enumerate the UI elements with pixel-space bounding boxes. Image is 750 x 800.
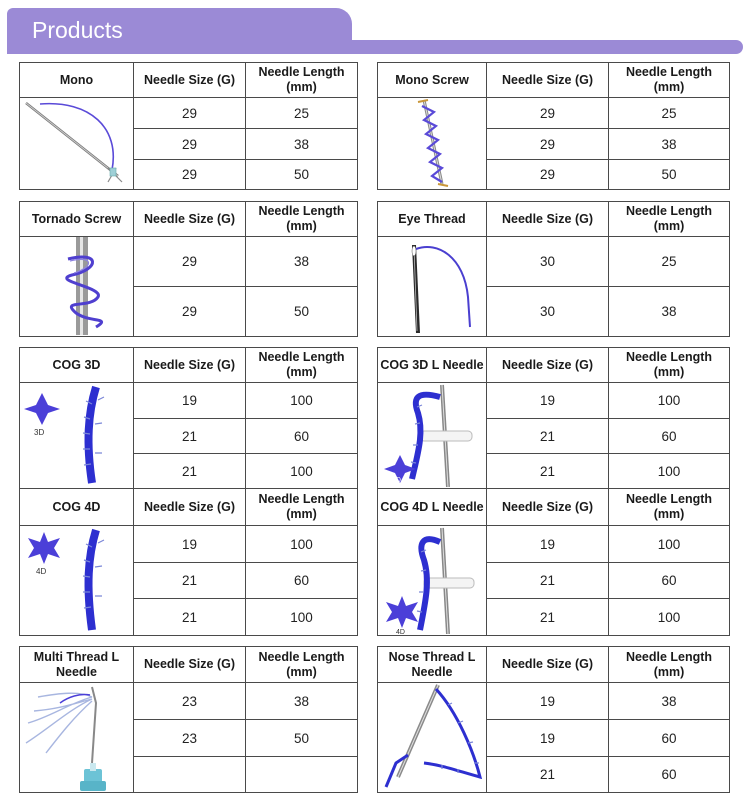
needle-size-header: Needle Size (G) — [487, 647, 609, 683]
product-table-nose-thread — [377, 646, 730, 793]
needle-length-value: 100 — [609, 599, 730, 636]
needle-size-value: 21 — [487, 454, 609, 489]
needle-length-header: Needle Length (mm) — [609, 489, 730, 526]
needle-length-value: 50 — [246, 720, 358, 757]
product-name: Nose Thread L Needle — [378, 647, 487, 683]
needle-size-value: 23 — [134, 683, 246, 720]
needle-size-header: Needle Size (G) — [487, 63, 609, 98]
cog-badge-3d: 3D — [34, 428, 45, 437]
needle-length-header: Needle Length (mm) — [609, 63, 730, 98]
eye-thread-icon — [378, 237, 486, 335]
needle-size-header: Needle Size (G) — [134, 63, 246, 98]
needle-size-value: 19 — [134, 383, 246, 419]
product-name: Eye Thread — [378, 202, 487, 237]
needle-size-value: 29 — [487, 160, 609, 190]
needle-size-header: Needle Size (G) — [487, 202, 609, 237]
needle-size-header: Needle Size (G) — [487, 348, 609, 383]
needle-length-value — [246, 757, 358, 793]
needle-size-header: Needle Size (G) — [134, 647, 246, 683]
needle-size-value: 19 — [487, 383, 609, 419]
needle-size-value: 19 — [487, 683, 609, 720]
needle-length-value: 60 — [609, 563, 730, 599]
needle-length-header: Needle Length (mm) — [246, 647, 358, 683]
product-name: Mono — [20, 63, 134, 98]
multi-thread-l-needle-icon — [20, 683, 132, 791]
needle-size-header: Needle Size (G) — [487, 489, 609, 526]
needle-length-value: 25 — [609, 237, 730, 287]
needle-size-value: 30 — [487, 287, 609, 337]
product-image — [378, 98, 487, 190]
needle-size-value: 19 — [487, 526, 609, 563]
needle-size-value: 30 — [487, 237, 609, 287]
product-name: COG 4D — [20, 489, 134, 526]
cog-4d-thread-icon — [20, 526, 132, 634]
needle-size-value: 29 — [134, 237, 246, 287]
product-name: Mono Screw — [378, 63, 487, 98]
needle-size-value: 21 — [487, 757, 609, 793]
product-name: COG 3D — [20, 348, 134, 383]
needle-length-value: 100 — [246, 526, 358, 563]
needle-size-value: 21 — [134, 454, 246, 489]
needle-length-value: 38 — [609, 683, 730, 720]
needle-length-value: 25 — [609, 98, 730, 129]
product-image — [378, 237, 487, 337]
needle-length-header: Needle Length (mm) — [609, 647, 730, 683]
tornado-screw-thread-icon — [20, 237, 132, 335]
needle-size-value: 19 — [134, 526, 246, 563]
needle-size-value: 29 — [134, 98, 246, 129]
needle-length-value: 50 — [246, 287, 358, 337]
needle-size-value: 29 — [134, 287, 246, 337]
product-image — [20, 98, 134, 190]
needle-length-value: 100 — [246, 599, 358, 636]
needle-size-value: 29 — [134, 160, 246, 190]
product-name: COG 3D L Needle — [378, 348, 487, 383]
page-title: Products — [32, 17, 123, 43]
needle-length-value: 38 — [246, 237, 358, 287]
needle-size-value: 29 — [134, 129, 246, 160]
needle-length-value: 60 — [609, 419, 730, 454]
product-image — [378, 526, 487, 636]
cog-badge-4d: 4D — [396, 629, 405, 634]
needle-size-value: 23 — [134, 720, 246, 757]
needle-size-value: 21 — [134, 419, 246, 454]
product-image — [20, 383, 134, 489]
needle-length-value: 38 — [609, 287, 730, 337]
needle-size-value: 21 — [487, 419, 609, 454]
needle-length-value: 100 — [609, 454, 730, 489]
product-image — [378, 383, 487, 489]
needle-length-header: Needle Length (mm) — [246, 63, 358, 98]
product-name: Tornado Screw — [20, 202, 134, 237]
needle-length-value: 60 — [246, 419, 358, 454]
product-table-multi-thread — [19, 646, 358, 793]
needle-length-value: 100 — [246, 383, 358, 419]
needle-size-value: 29 — [487, 129, 609, 160]
needle-length-header: Needle Length (mm) — [246, 489, 358, 526]
needle-size-value — [134, 757, 246, 793]
needle-size-value: 29 — [487, 98, 609, 129]
cog-4d-l-needle-icon — [378, 526, 486, 634]
mono-thread-icon — [20, 98, 132, 188]
needle-length-value: 60 — [609, 757, 730, 793]
cog-badge-4d: 4D — [36, 567, 47, 576]
needle-length-value: 38 — [609, 129, 730, 160]
needle-size-value: 21 — [487, 563, 609, 599]
product-table-cog-3d-4d — [19, 347, 358, 636]
cog-3d-thread-icon — [20, 383, 132, 487]
needle-length-value: 100 — [609, 526, 730, 563]
product-image — [20, 526, 134, 636]
product-image — [20, 683, 134, 793]
needle-size-header: Needle Size (G) — [134, 202, 246, 237]
product-image — [378, 683, 487, 793]
product-table-mono — [19, 62, 358, 190]
cog-3d-l-needle-icon — [378, 383, 486, 487]
product-name: Multi Thread L Needle — [20, 647, 134, 683]
cog-badge-3d: 3D — [392, 477, 401, 484]
needle-size-value: 21 — [134, 563, 246, 599]
product-table-mono-screw — [377, 62, 730, 190]
needle-size-header: Needle Size (G) — [134, 348, 246, 383]
needle-size-value: 19 — [487, 720, 609, 757]
needle-length-header: Needle Length (mm) — [609, 202, 730, 237]
needle-length-value: 50 — [609, 160, 730, 190]
needle-length-value: 25 — [246, 98, 358, 129]
needle-length-value: 60 — [609, 720, 730, 757]
needle-length-value: 38 — [246, 129, 358, 160]
needle-length-value: 100 — [609, 383, 730, 419]
needle-length-header: Needle Length (mm) — [246, 348, 358, 383]
nose-thread-l-needle-icon — [378, 683, 486, 791]
needle-size-value: 21 — [134, 599, 246, 636]
product-table-cog-l-needle — [377, 347, 730, 636]
needle-length-value: 60 — [246, 563, 358, 599]
product-image — [20, 237, 134, 337]
needle-length-header: Needle Length (mm) — [246, 202, 358, 237]
needle-size-header: Needle Size (G) — [134, 489, 246, 526]
mono-screw-thread-icon — [378, 98, 486, 188]
needle-length-value: 38 — [246, 683, 358, 720]
needle-length-value: 100 — [246, 454, 358, 489]
product-name: COG 4D L Needle — [378, 489, 487, 526]
needle-length-value: 50 — [246, 160, 358, 190]
needle-size-value: 21 — [487, 599, 609, 636]
product-table-eye-thread — [377, 201, 730, 337]
needle-length-header: Needle Length (mm) — [609, 348, 730, 383]
product-table-tornado-screw — [19, 201, 358, 337]
